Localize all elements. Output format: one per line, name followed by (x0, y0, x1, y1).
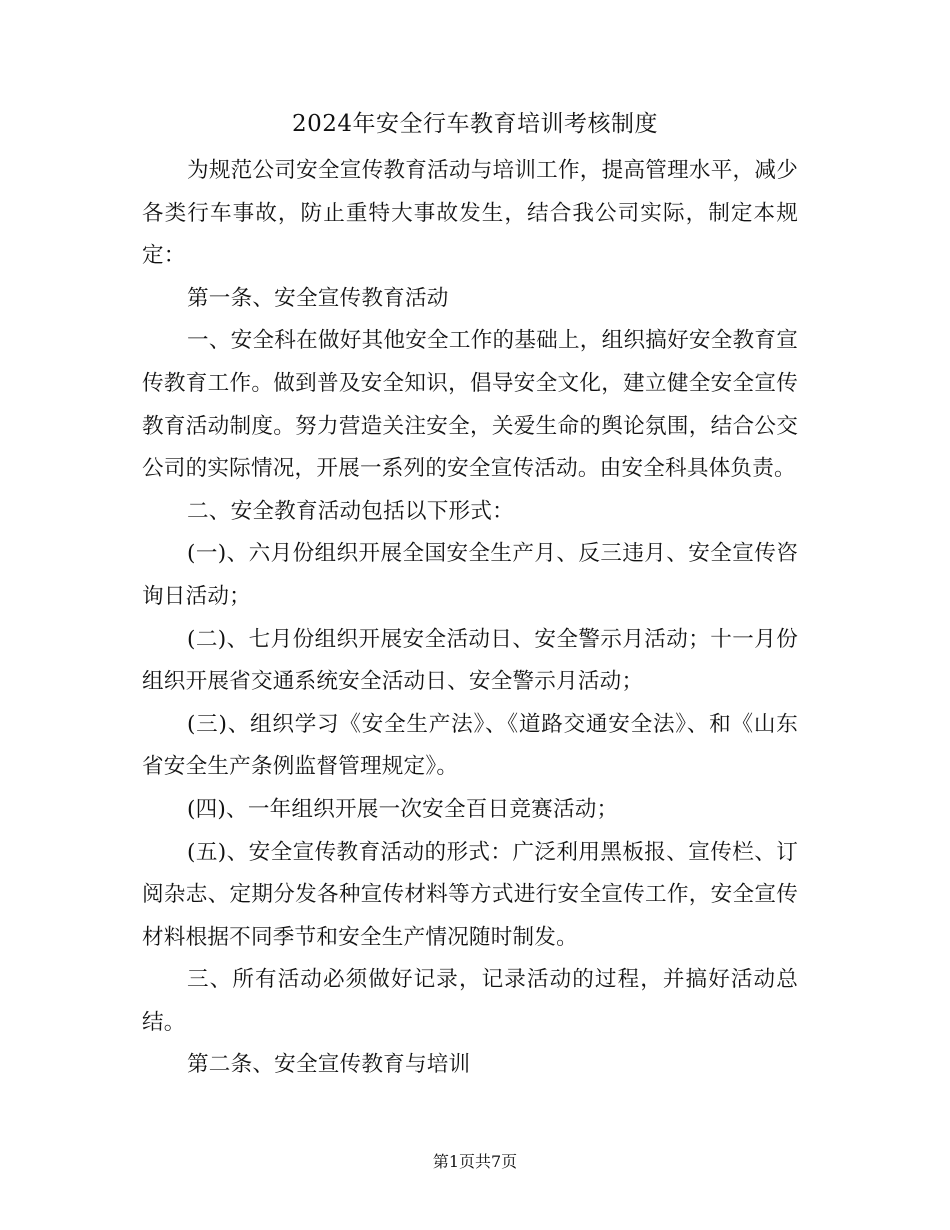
paragraph-article-1-heading: 第一条、安全宣传教育活动 (187, 285, 449, 311)
paragraph-item-2: 二、安全教育活动包括以下形式： (187, 498, 514, 524)
paragraph-subitem-5: (五)、安全宣传教育活动的形式：广泛利用黑板报、宣传栏、订阅杂志、定期分发各种宣传材料等方式进行安全宣传工作，安全宣传材料根据不同季节和安全生产情况随时制发。 (142, 839, 798, 950)
document-body (142, 150, 798, 1087)
paragraph-article-2-heading: 第二条、安全宣传教育与培训 (187, 1052, 471, 1078)
paragraph-item-3: 三、所有活动必须做好记录，记录活动的过程，并搞好活动总结。 (142, 967, 798, 1035)
paragraph-item-1: 一、安全科在做好其他安全工作的基础上，组织搞好安全教育宣传教育工作。做到普及安全知识，倡导安全文化，建立健全安全宣传教育活动制度。努力营造关注安全，关爱生命的舆论氛围，结合公交公司的实际情况，开展一系列的安全宣传活动。由安全科具体负责。 (142, 328, 798, 482)
paragraph-subitem-3: (三)、组织学习《安全生产法》、《道路交通安全法》、和《山东省安全生产条例监督管理规定》。 (142, 711, 798, 780)
paragraph-intro: 为规范公司安全宣传教育活动与培训工作，提高管理水平，减少各类行车事故，防止重特大事故发生，结合我公司实际，制定本规定： (142, 158, 798, 269)
paragraph-subitem-4: (四)、一年组织开展一次安全百日竞赛活动； (187, 796, 619, 822)
page-number-footer: 第1页共7页 (432, 1152, 518, 1171)
document-title: 2024年安全行车教育培训考核制度 (291, 111, 659, 137)
paragraph-subitem-2: (二)、七月份组织开展安全活动日、安全警示月活动；十一月份组织开展省交通系统安全活动日、安全警示月活动； (142, 626, 798, 695)
paragraph-subitem-1: (一)、六月份组织开展全国安全生产月、反三违月、安全宣传咨询日活动； (142, 541, 798, 609)
